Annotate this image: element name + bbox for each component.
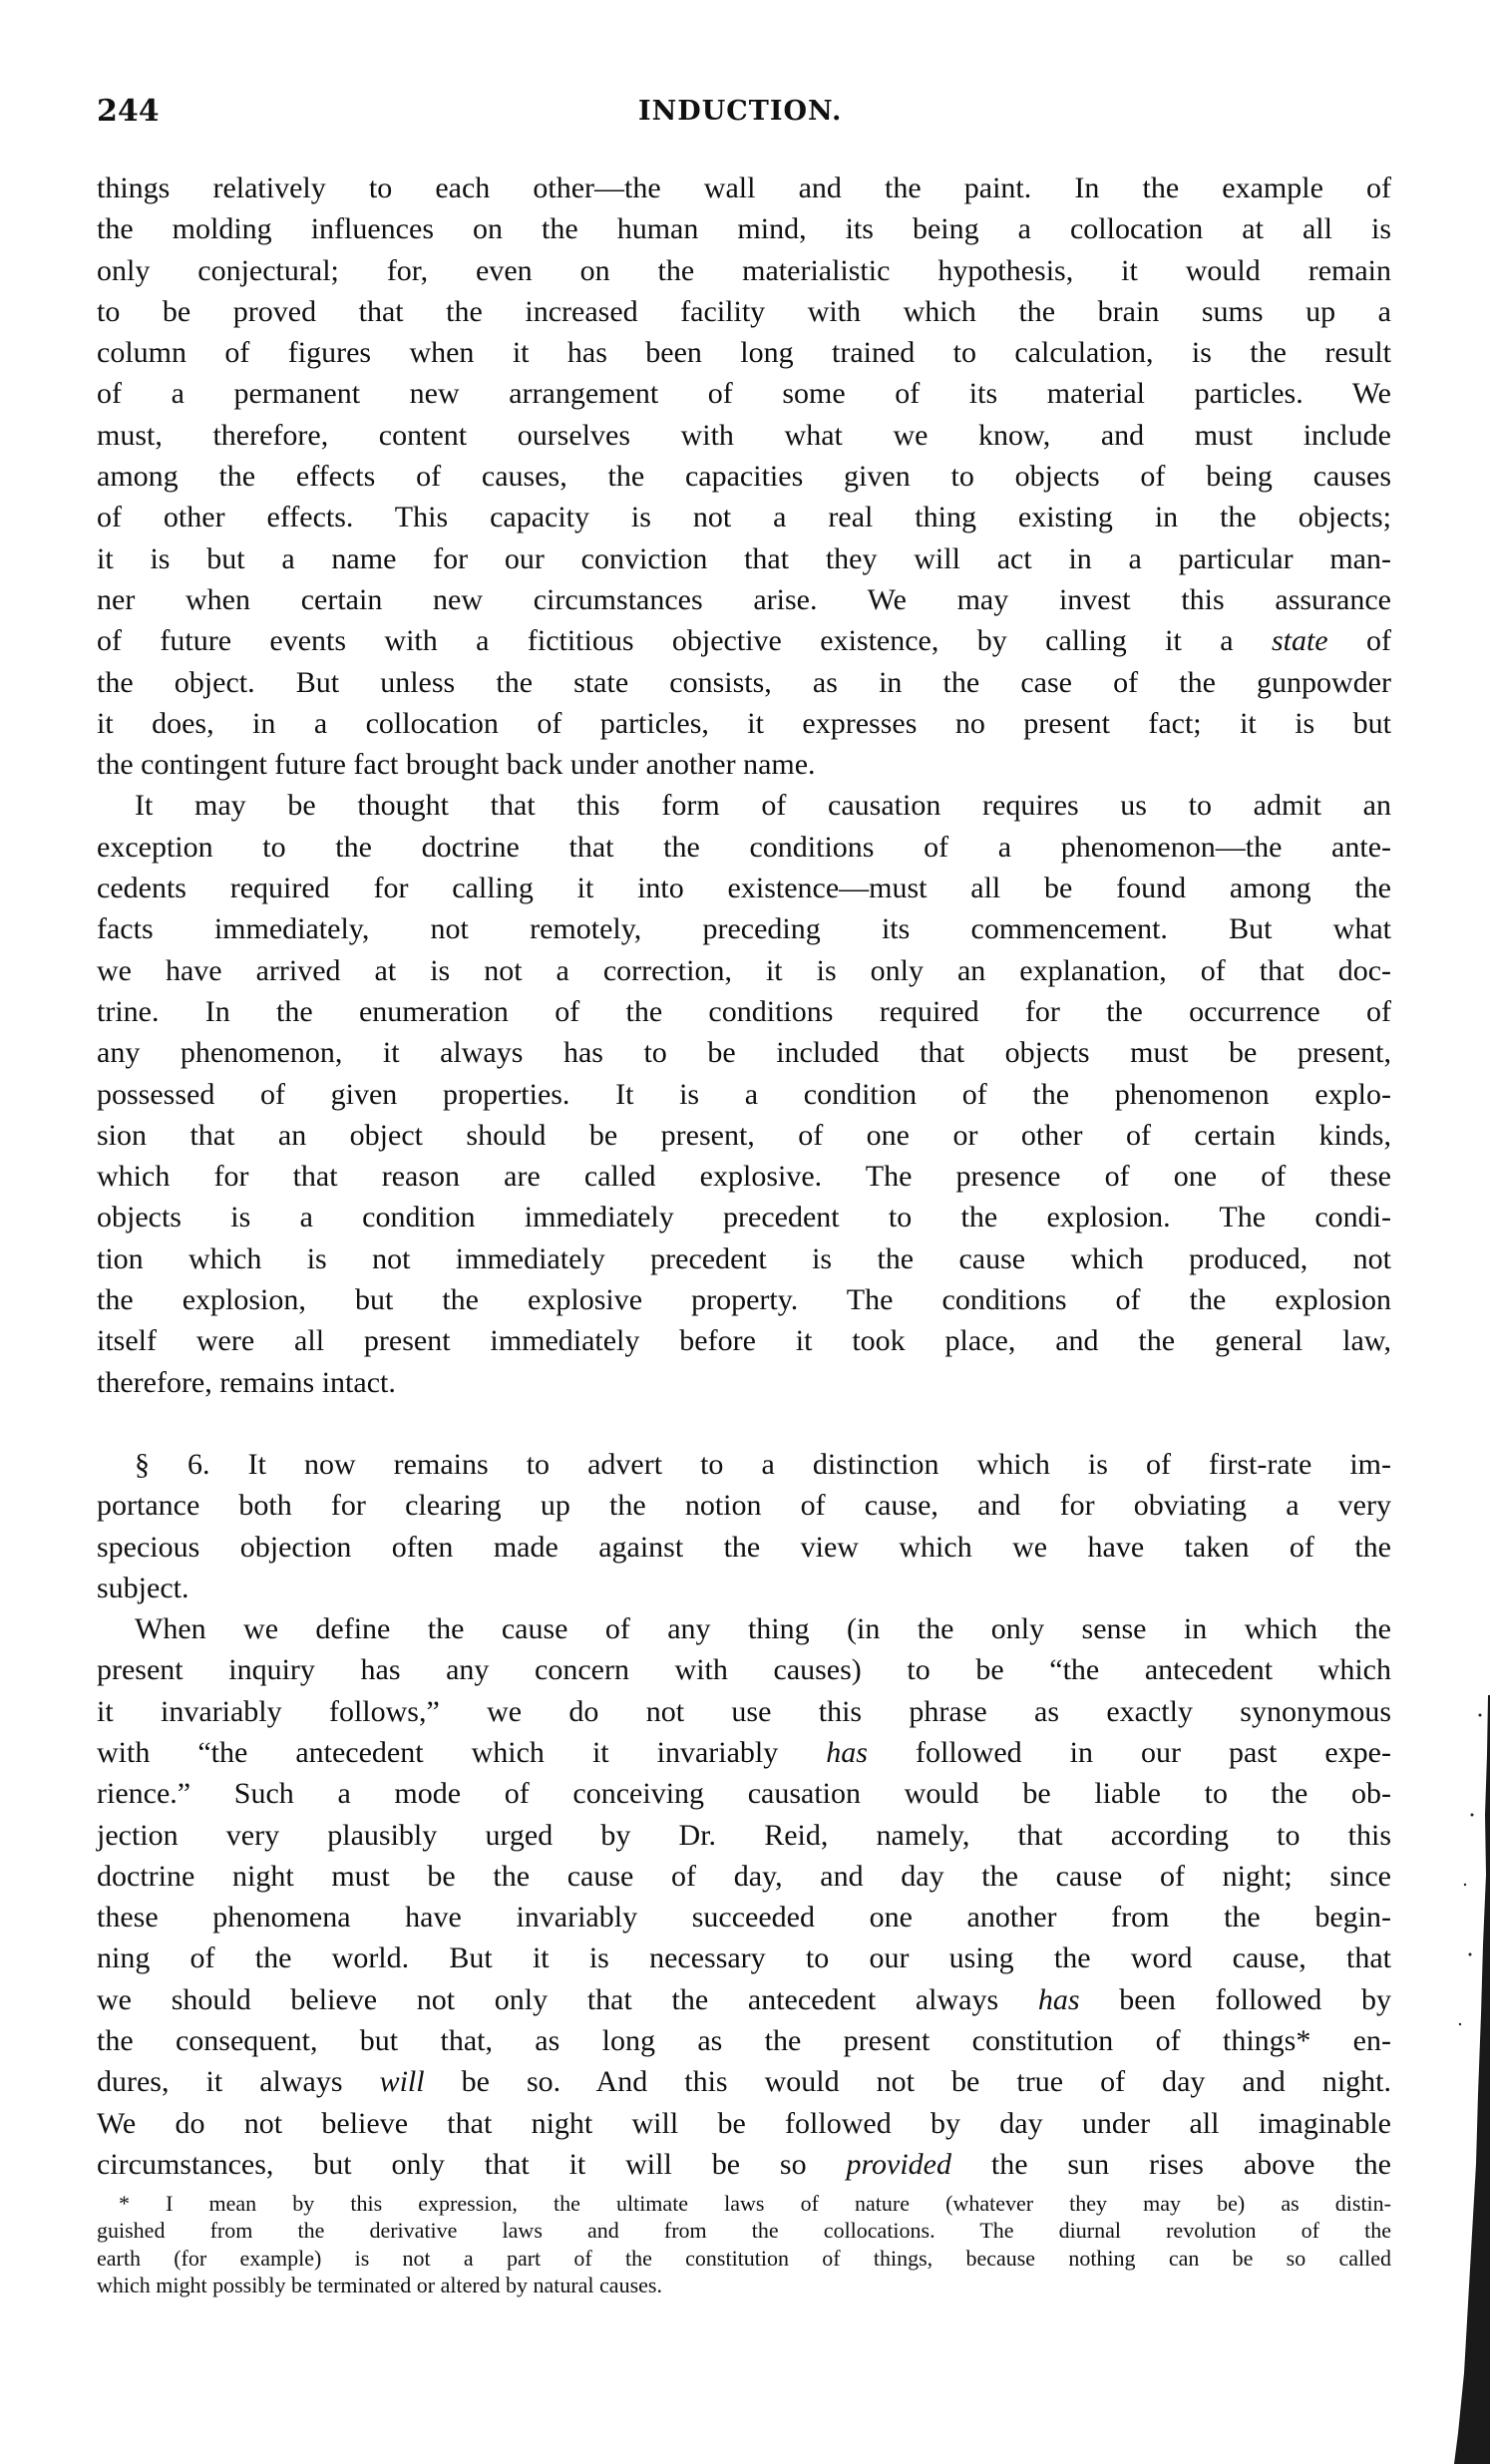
text-line: to be proved that the increased facility with which the brain sums up a — [97, 294, 1391, 328]
page-number: 244 — [97, 94, 160, 129]
text-line: subject. — [97, 1571, 189, 1604]
text-line: any phenomenon, it always has to be included that objects must be present, — [97, 1036, 1391, 1070]
text-line: jection very plausibly urged by Dr. Reid, namely, that according to this — [97, 1818, 1391, 1852]
text-line: we have arrived at is not a correction, it is only an explanation, of that doc- — [97, 953, 1391, 987]
text-line: objects is a condition immediately precedent to the explosion. The condi- — [97, 1201, 1391, 1234]
footnote-line: guished from the derivative laws and from the collocations. The diurnal revolution of the — [97, 2218, 1391, 2244]
italic-emphasis: will — [379, 2065, 425, 2099]
text-line: exception to the doctrine that the conditions of a phenomenon—the ante- — [97, 830, 1391, 864]
text-line: doctrine night must be the cause of day, and day the cause of night; since — [97, 1859, 1391, 1893]
italic-emphasis: has — [1037, 1982, 1080, 2016]
text-line: the contingent future fact brought back under another name. — [97, 748, 816, 782]
text-line-with-italic: circumstances, but only that it will be so provided the sun rises above the — [97, 2147, 1391, 2181]
text-line: trine. In the enumeration of the conditions required for the occurrence of — [97, 994, 1391, 1028]
text-line: tion which is not immediately precedent is the cause which produced, not — [97, 1241, 1391, 1275]
section-heading-line: § 6. It now remains to advert to a distinction which is of first-rate im- — [135, 1447, 1391, 1481]
text-line-with-italic: of future events with a fictitious objective existence, by calling it a state of — [97, 624, 1391, 658]
text-line: It may be thought that this form of causation requires us to admit an — [135, 789, 1391, 823]
text-line-with-italic: we should believe not only that the antecedent always has been followed by — [97, 1982, 1391, 2016]
text-line: which for that reason are called explosive. The presence of one of these — [97, 1160, 1391, 1194]
section-6-paragraph — [97, 1444, 1391, 1608]
section-gap — [97, 1403, 1391, 1444]
text-line: specious objection often made against the view which we have taken of the — [97, 1530, 1391, 1564]
running-title: INDUCTION. — [638, 96, 843, 127]
text-line: it does, in a collocation of particles, it expresses no present fact; it is but — [97, 706, 1391, 740]
text-line: rience.” Such a mode of conceiving causation would be liable to the ob- — [97, 1777, 1391, 1811]
text-line: ner when certain new circumstances arise. We may invest this assurance — [97, 582, 1391, 616]
text-line: it is but a name for our conviction that they will act in a particular man- — [97, 541, 1391, 575]
footnote-line: which might possibly be terminated or altered by natural causes. — [97, 2272, 662, 2297]
text-line: therefore, remains intact. — [97, 1365, 396, 1399]
italic-emphasis: has — [826, 1735, 868, 1769]
body-text — [97, 168, 1391, 2185]
text-line: the molding influences on the human mind, its being a collocation at all is — [97, 212, 1391, 246]
text-line: portance both for clearing up the notion of cause, and for obviating a very — [97, 1489, 1391, 1523]
text-line-with-footnote-ref: the consequent, but that, as long as the present constitution of things* en- — [97, 2024, 1391, 2058]
text-line-with-italic: with “the antecedent which it invariably has followed in our past expe- — [97, 1735, 1391, 1769]
text-line: possessed of given properties. It is a condition of the phenomenon explo- — [97, 1077, 1391, 1111]
italic-emphasis: state — [1271, 624, 1328, 658]
text-line: ning of the world. But it is necessary to our using the word cause, that — [97, 1941, 1391, 1975]
text-line: the object. But unless the state consists, as in the case of the gunpowder — [97, 665, 1391, 699]
text-line: itself were all present immediately before it took place, and the general law, — [97, 1324, 1391, 1358]
text-line: of a permanent new arrangement of some of its material particles. We — [97, 377, 1391, 411]
text-line: We do not believe that night will be followed by day under all imaginable — [97, 2106, 1391, 2140]
text-line: facts immediately, not remotely, preceding its commencement. But what — [97, 912, 1391, 946]
text-line: these phenomena have invariably succeeded one another from the begin- — [97, 1901, 1391, 1935]
footnote-line: earth (for example) is not a part of the constitution of things, because nothing can be so called — [97, 2245, 1391, 2271]
text-line: must, therefore, content ourselves with what we know, and must include — [97, 418, 1391, 452]
paragraph — [97, 1608, 1391, 2185]
text-line: among the effects of causes, the capacities given to objects of being causes — [97, 460, 1391, 494]
footnote — [97, 2190, 1391, 2298]
text-line: When we define the cause of any thing (in the only sense in which the — [135, 1612, 1391, 1646]
text-line: sion that an object should be present, of one or other of certain kinds, — [97, 1118, 1391, 1152]
footnote-line: * I mean by this expression, the ultimate laws of nature (whatever they may be) as distin- — [119, 2191, 1391, 2216]
text-line-with-italic: dures, it always will be so. And this would not be true of day and night. — [97, 2065, 1391, 2099]
running-head — [97, 92, 1391, 132]
text-line: of other effects. This capacity is not a real thing existing in the objects; — [97, 501, 1391, 534]
scan-edge-shadow — [1450, 1695, 1490, 2464]
text-line: only conjectural; for, even on the materialistic hypothesis, it would remain — [97, 253, 1391, 287]
text-line: column of figures when it has been long trained to calculation, is the result — [97, 336, 1391, 370]
text-line: the explosion, but the explosive property. The conditions of the explosion — [97, 1283, 1391, 1317]
italic-emphasis: provided — [846, 2147, 951, 2181]
text-line: things relatively to each other—the wall and the paint. In the example of — [97, 172, 1391, 204]
text-line: present inquiry has any concern with causes) to be “the antecedent which — [97, 1653, 1391, 1687]
paragraph — [97, 785, 1391, 1402]
paragraph-continuation — [97, 168, 1391, 785]
text-line: cedents required for calling it into existence—must all be found among the — [97, 872, 1391, 905]
text-line: it invariably follows,” we do not use this phrase as exactly synonymous — [97, 1694, 1391, 1728]
